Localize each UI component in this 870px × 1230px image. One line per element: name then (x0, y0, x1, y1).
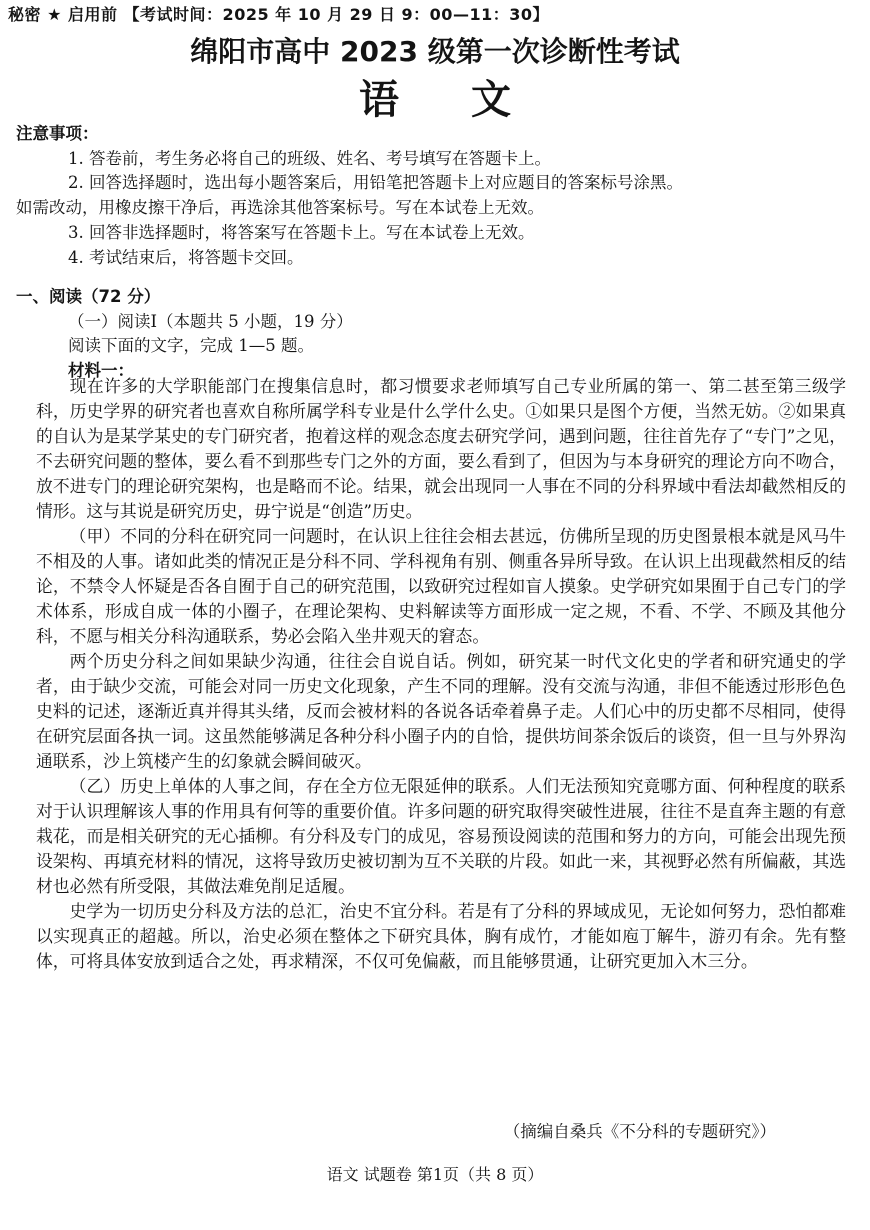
material-body (36, 374, 846, 974)
subsection-title: （一）阅读Ⅰ（本题共 5 小题，19 分） (68, 311, 353, 331)
instruction-text: 阅读下面的文字，完成 1—5 题。 (68, 336, 314, 356)
confidential-line: 秘密 ★ 启用前 【考试时间：2025 年 10 月 29 日 9：00—11：30】 (8, 5, 549, 24)
material-label: 材料一： (68, 361, 134, 381)
section-title: 一、阅读（72 分） (16, 287, 161, 306)
notice-item: 1. 答卷前，考生务必将自己的班级、姓名、考号填写在答题卡上。 (68, 148, 551, 168)
page-footer: 语文 试题卷 第1页（共 8 页） (326, 1165, 544, 1184)
paragraph: （乙）历史上单体的人事之间，存在全方位无限延伸的联系。人们无法预知究竟哪方面、何种程度的联系对于认识理解该人事的作用具有何等的重要价值。许多问题的研究取得突破性进展，往往不是直奔主题的有意栽花，而是相关研究的无心插柳。有分科及专门的成见，容易预设阅读的范围和努力的方向，可能会出现先预设架构、再填充材料的情况，这将导致历史被切割为互不关联的片段。如此一来，其视野必然有所偏蔽，其选材也必然有所受限，其做法难免削足适履。 (36, 776, 846, 896)
notice-block (16, 122, 856, 270)
paragraph: 史学为一切历史分科及方法的总汇，治史不宜分科。若是有了分科的界域成见，无论如何努力，恐怕都难以实现真正的超越。所以，治史必须在整体之下研究具体，胸有成竹，才能如庖丁解牛，游刃有余。先有整体，可将具体安放到适合之处，再求精深，不仅可免偏蔽，而且能够贯通，让研究更加入木三分。 (36, 901, 846, 971)
paragraph: 现在许多的大学职能部门在搜集信息时，都习惯要求老师填写自己专业所属的第一、第二甚至第三级学科，历史学界的研究者也喜欢自称所属学科专业是什么学什么史。①如果只是图个方便，当然无妨。②如果真的自认为是某学某史的专门研究者，抱着这样的观念态度去研究学问，遇到问题，往往首先存了“专门”之见，不去研究问题的整体，要么看不到那些专门之外的方面，要么看到了，但因为与本身研究的理论方向不吻合，放不进专门的理论研究架构，也是略而不论。结果，就会出现同一人事在不同的分科界域中看法却截然相反的情形。这与其说是研究历史，毋宁说是“创造”历史。 (36, 376, 846, 521)
exam-title: 绵阳市高中 2023 级第一次诊断性考试 (190, 35, 680, 68)
notice-item-continuation: 如需改动，用橡皮擦干净后，再选涂其他答案标号。写在本试卷上无效。 (16, 198, 544, 218)
source-citation: （摘编自桑兵《不分科的专题研究》） (503, 1122, 776, 1141)
reading-section (16, 285, 856, 384)
notice-heading: 注意事项： (16, 124, 99, 143)
paragraph: （甲）不同的分科在研究同一问题时，在认识上往往会相去甚远，仿佛所呈现的历史图景根本就是风马牛不相及的人事。诸如此类的情况正是分科不同、学科视角有别、侧重各异所导致。在认识上出现截然相反的结论，不禁令人怀疑是否各自囿于自己的研究范围，以致研究过程如盲人摸象。史学研究如果囿于自己专门的学术体系，形成自成一体的小圈子，在理论架构、史料解读等方面形成一定之规，不看、不学、不顾及其他分科，不愿与相关分科沟通联系，势必会陷入坐井观天的窘态。 (36, 526, 846, 646)
notice-item: 2. 回答选择题时，选出每小题答案后，用铅笔把答题卡上对应题目的答案标号涂黑。 (68, 173, 683, 193)
subject-title: 语文 (359, 77, 583, 123)
notice-item: 4. 考试结束后，将答题卡交回。 (68, 247, 304, 267)
paragraph: 两个历史分科之间如果缺少沟通，往往会自说自话。例如，研究某一时代文化史的学者和研究通史的学者，由于缺少交流，可能会对同一历史文化现象，产生不同的理解。没有交流与沟通，非但不能透过形形色色史料的记述，逐渐近真并得其头绪，反而会被材料的各说各话牵着鼻子走。人们心中的历史都不尽相同，使得在研究层面各执一词。这虽然能够满足各种分科小圈子内的自恰，提供坊间茶余饭后的谈资，但一旦与外界沟通联系，沙上筑楼产生的幻象就会瞬间破灭。 (36, 651, 846, 771)
notice-item: 3. 回答非选择题时，将答案写在答题卡上。写在本试卷上无效。 (68, 222, 535, 242)
